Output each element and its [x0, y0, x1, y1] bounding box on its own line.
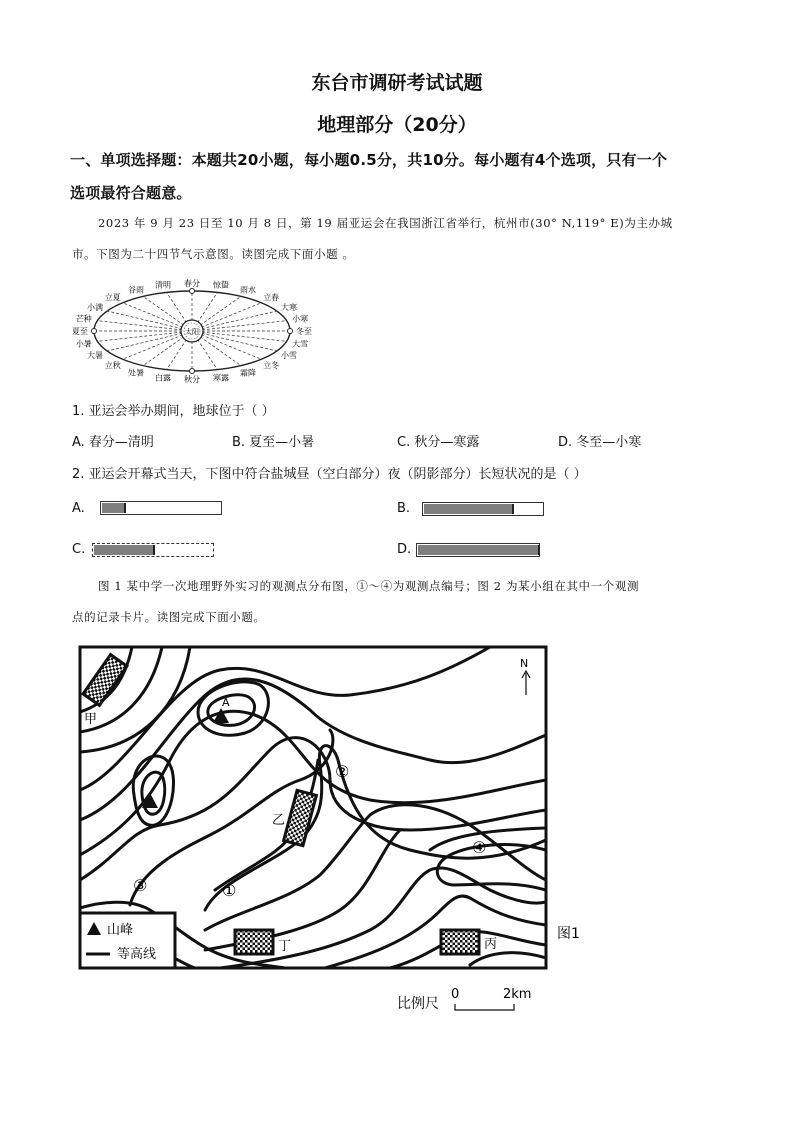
- intro2-line1: 图 1 某中学一次地理野外实习的观测点分布图，①～④为观测点编号；图 2 为某小组在其中一个观测: [98, 579, 640, 593]
- q2-option-d-label[interactable]: D.: [397, 542, 412, 557]
- obs-point-3: ③: [133, 876, 148, 895]
- q1-option-a[interactable]: A. 春分—清明: [72, 435, 154, 450]
- solar-term-label: 寒露: [212, 373, 229, 383]
- scale-end: 2km: [503, 987, 532, 1002]
- site-ding-icon: [235, 930, 273, 954]
- q2-stem: 2. 亚运会开幕式当天，下图中符合盐城昼（空白部分）夜（阴影部分）长短状况的是（ ）: [72, 467, 587, 482]
- scale-zero: 0: [451, 987, 460, 1002]
- site-yi-icon: [284, 790, 317, 845]
- section-heading-line2: 选项最符合题意。: [70, 184, 192, 202]
- solar-terms-diagram: [70, 276, 330, 388]
- solar-term-label: 小满: [87, 303, 104, 312]
- solar-term-label: 立秋: [104, 360, 121, 370]
- intro1-line1: 2023 年 9 月 23 日至 10 月 8 日，第 19 届亚运会在我国浙江省举行，杭州市(30° N,119° E)为主办城: [98, 216, 673, 230]
- figure-label: 图1: [557, 926, 580, 942]
- solar-term-label: 小雪: [280, 351, 297, 360]
- solar-term-label: 芒种: [75, 314, 92, 324]
- solar-term-label: 谷雨: [128, 285, 144, 295]
- solar-term-label: 处暑: [128, 368, 144, 378]
- q2-option-b-label[interactable]: B.: [397, 501, 411, 516]
- q2-option-c-bar[interactable]: [92, 543, 214, 557]
- solar-term-label: 惊蛰: [212, 280, 229, 290]
- q1-option-c[interactable]: C. 秋分—寒露: [397, 435, 480, 450]
- q2-option-a-label[interactable]: A.: [72, 501, 85, 516]
- q2-option-d-bar[interactable]: [416, 543, 540, 557]
- legend-contour-label: 等高线: [117, 947, 157, 962]
- page-subtitle: 地理部分（20分）: [317, 114, 477, 136]
- topographic-map: [70, 640, 600, 1020]
- solar-term-label: 清明: [155, 280, 172, 290]
- term-ray: [192, 331, 287, 341]
- earth-position-icon: [92, 329, 97, 334]
- q2-option-c-label[interactable]: C.: [72, 542, 86, 557]
- term-ray: [97, 331, 192, 341]
- obs-point-4: ④: [472, 838, 487, 857]
- north-label: N: [520, 657, 529, 670]
- solar-term-label: 夏至: [72, 327, 88, 336]
- night-fill: [424, 504, 514, 514]
- obs-point-2: ②: [335, 762, 350, 781]
- solar-term-label: 白露: [155, 373, 172, 383]
- site-yi-label: 乙: [272, 813, 286, 828]
- site-jia-label: 甲: [84, 712, 98, 727]
- page-title: 东台市调研考试试题: [311, 72, 483, 94]
- solar-term-label: 大暑: [87, 351, 104, 360]
- intro1-line2: 市。下图为二十四节气示意图。读图完成下面小题 。: [72, 247, 355, 261]
- earth-position-icon: [190, 289, 195, 294]
- q1-option-d[interactable]: D. 冬至—小寒: [558, 435, 642, 450]
- site-bing-icon: [441, 930, 479, 954]
- intro2-line2: 点的记录卡片。读图完成下面小题。: [72, 610, 266, 624]
- solar-term-label: 春分: [184, 279, 200, 288]
- solar-term-label: 大寒: [280, 303, 297, 312]
- solar-term-label: 秋分: [184, 375, 200, 384]
- solar-term-label: 霜降: [240, 368, 256, 378]
- scale-bar: [455, 1004, 514, 1010]
- q2-option-b-bar[interactable]: [422, 502, 544, 516]
- solar-term-label: 雨水: [240, 285, 256, 295]
- solar-term-label: 小暑: [75, 339, 92, 349]
- solar-term-label: 大雪: [292, 339, 309, 349]
- night-fill: [102, 503, 126, 513]
- solar-term-label: 立冬: [263, 360, 280, 370]
- term-ray: [192, 321, 287, 331]
- earth-position-icon: [288, 329, 293, 334]
- site-ding-label: 丁: [278, 939, 292, 954]
- legend-peak-label: 山峰: [107, 923, 134, 938]
- q1-stem: 1. 亚运会举办期间，地球位于（ ）: [72, 404, 275, 419]
- solar-term-label: 立春: [263, 293, 280, 303]
- solar-term-label: 立夏: [104, 293, 121, 303]
- sun-label: 太阳: [185, 328, 199, 336]
- solar-term-label: 小寒: [292, 314, 309, 324]
- peak-a-label: A: [222, 696, 230, 709]
- night-fill: [418, 545, 540, 555]
- q2-option-a-bar[interactable]: [100, 501, 222, 515]
- section-heading-line1: 一、单项选择题：本题共20小题，每小题0.5分，共10分。每小题有4个选项，只有一个: [70, 151, 668, 169]
- q1-option-b[interactable]: B. 夏至—小暑: [232, 435, 315, 450]
- obs-point-1: ①: [222, 881, 237, 900]
- site-bing-label: 丙: [484, 937, 498, 952]
- night-fill: [94, 545, 155, 555]
- term-ray: [97, 321, 192, 331]
- earth-position-icon: [190, 369, 195, 374]
- solar-term-label: 冬至: [296, 327, 312, 336]
- scale-label: 比例尺: [397, 996, 439, 1012]
